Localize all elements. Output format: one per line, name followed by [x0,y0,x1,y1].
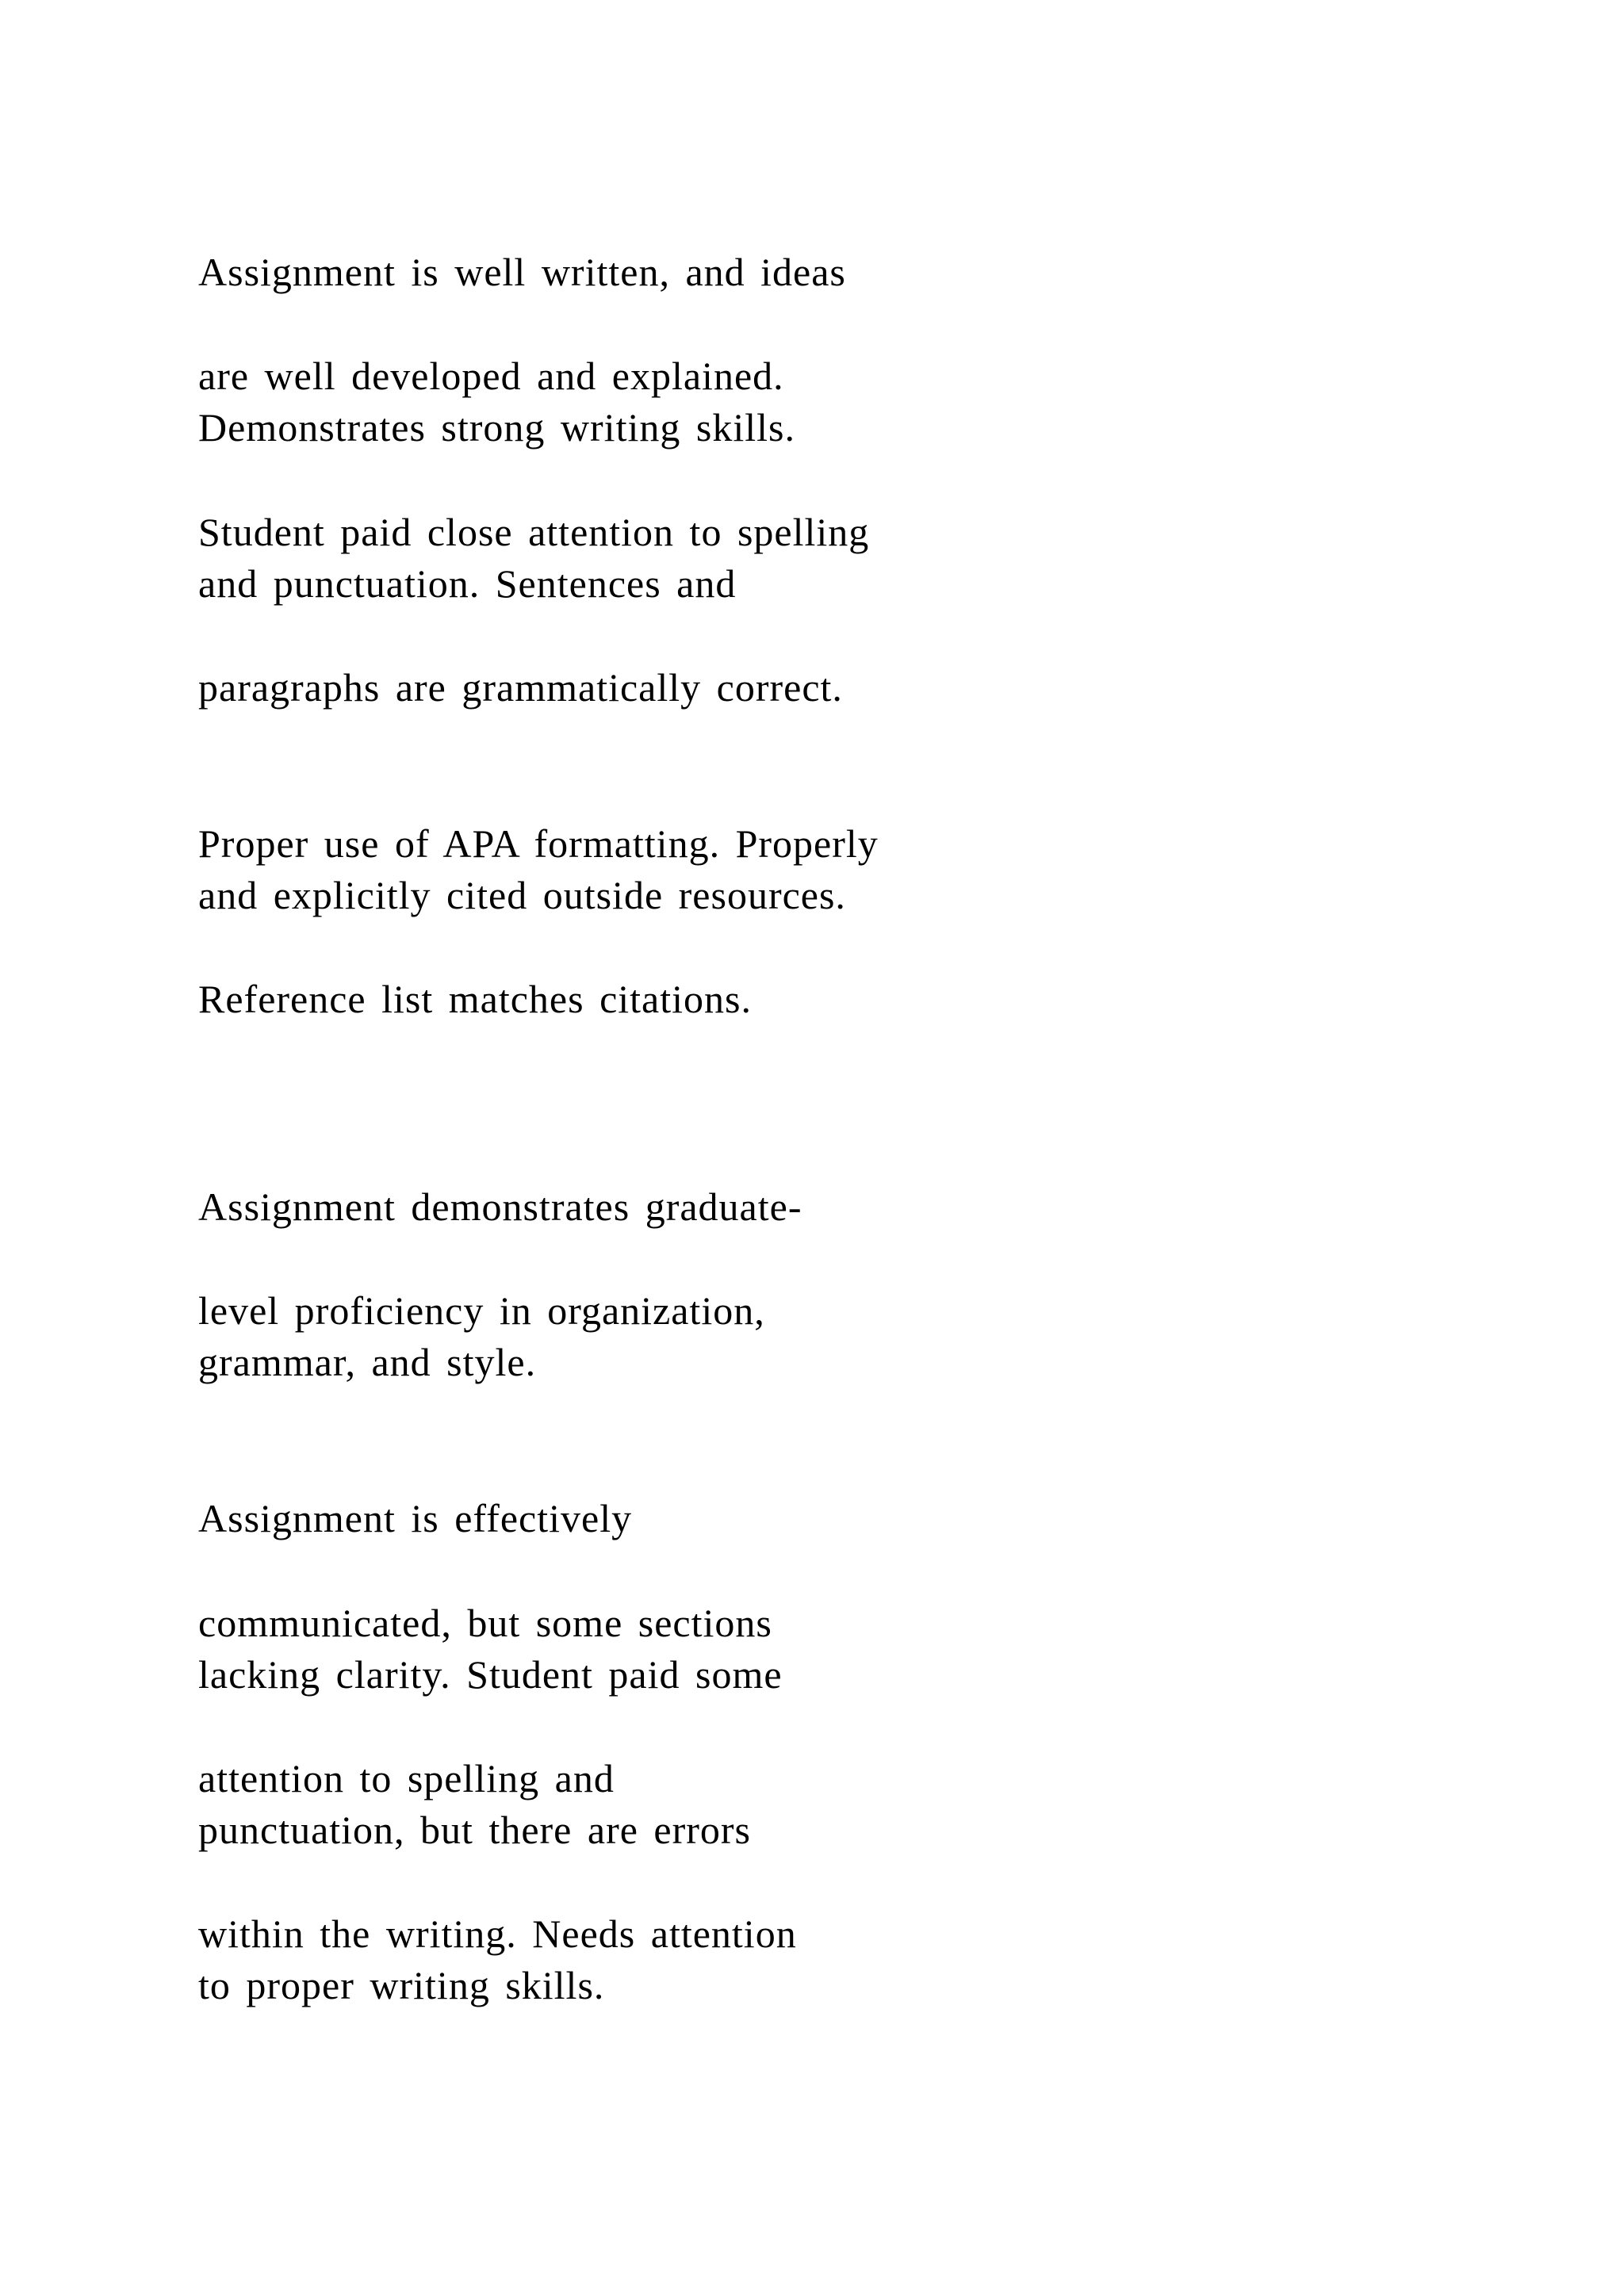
text-line: Assignment is well written, and ideas [198,250,846,294]
text-line: level proficiency in organization, [198,1288,765,1333]
text-line: Proper use of APA formatting. Properly [198,821,879,866]
text-line: Assignment is effectively [198,1496,633,1540]
text-line: lacking clarity. Student paid some [198,1652,783,1697]
text-line: Student paid close attention to spelling [198,510,870,554]
text-line: grammar, and style. [198,1340,537,1384]
text-line: and explicitly cited outside resources. [198,873,846,917]
text-line: communicated, but some sections [198,1601,772,1645]
text-line: are well developed and explained. [198,354,784,398]
text-line: to proper writing skills. [198,1963,605,2007]
text-line: punctuation, but there are errors [198,1808,752,1852]
text-line: within the writing. Needs attention [198,1911,797,1956]
text-line: Assignment demonstrates graduate- [198,1184,802,1229]
text-line: and punctuation. Sentences and [198,561,737,606]
text-line: attention to spelling and [198,1756,615,1800]
text-line: Reference list matches citations. [198,977,752,1021]
text-line: Demonstrates strong writing skills. [198,405,795,450]
text-line: paragraphs are grammatically correct. [198,665,843,710]
